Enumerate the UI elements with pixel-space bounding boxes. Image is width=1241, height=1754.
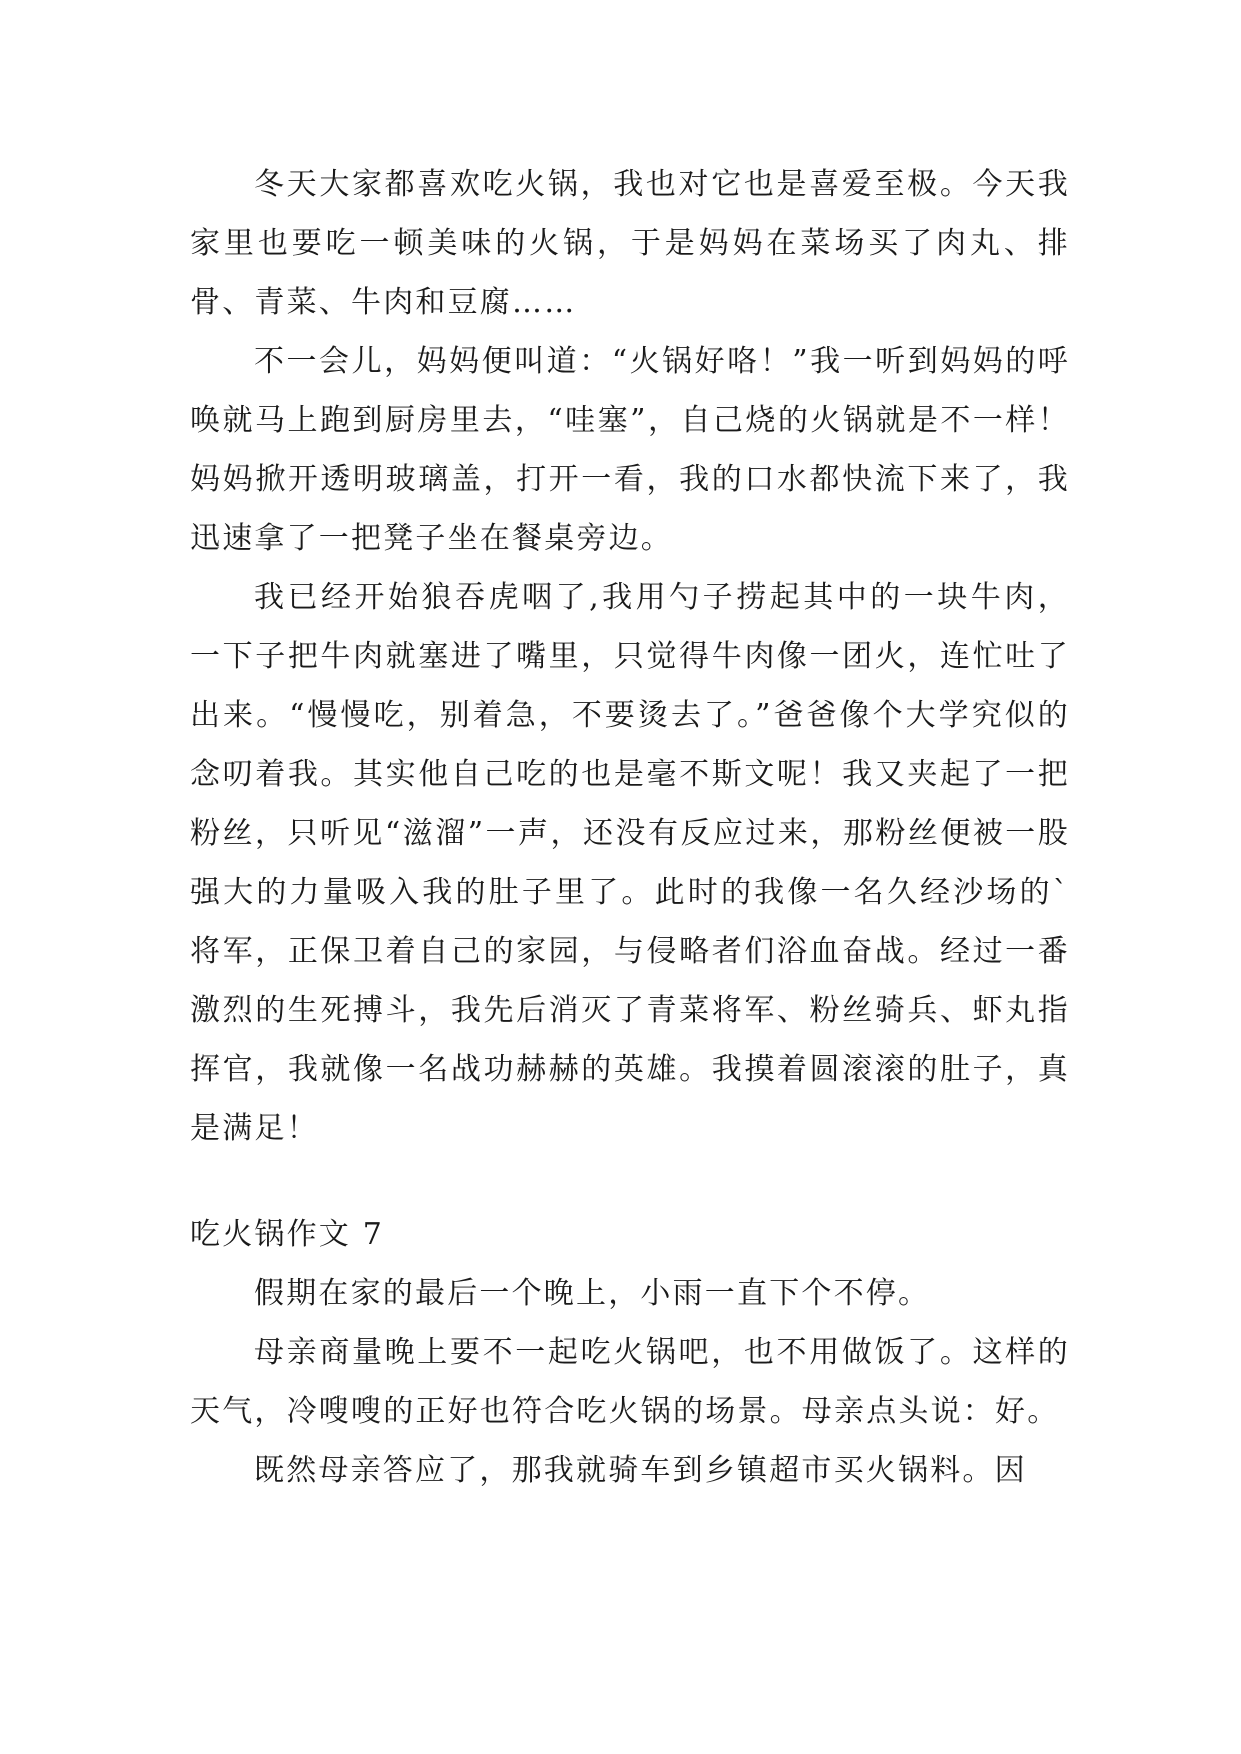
paragraph-1: 冬天大家都喜欢吃火锅，我也对它也是喜爱至极。今天我家里也要吃一顿美味的火锅，于是妈妈在菜场买了肉丸、排骨、青菜、牛肉和豆腐…… [190,167,1070,320]
paragraph-5: 母亲商量晚上要不一起吃火锅吧，也不用做饭了。这样的天气，冷嗖嗖的正好也符合吃火锅的场景。母亲点头说：好。 [190,1335,1070,1429]
paragraph-6: 既然母亲答应了，那我就骑车到乡镇超市买火锅料。因 [254,1453,1027,1488]
paragraph-3: 我已经开始狼吞虎咽了,我用勺子捞起其中的一块牛肉，一下子把牛肉就塞进了嘴里，只觉得牛肉像一团火，连忙吐了出来。“慢慢吃，别着急，不要烫去了。”爸爸像个大学究似的念叨着我。其实他自己吃的也是毫不斯文呢！我又夹起了一把粉丝，只听见“滋溜”一声，还没有反应过来，那粉丝便被一股强大的力量吸入我的肚子里了。此时的我像一名久经沙场的`将军，正保卫着自己的家园，与侵略者们浴血奋战。经过一番激烈的生死搏斗，我先后消灭了青菜将军、粉丝骑兵、虾丸指挥官，我就像一名战功赫赫的英雄。我摸着圆滚滚的肚子，真是满足！ [190,580,1070,1146]
paragraph-2: 不一会儿，妈妈便叫道：“火锅好咯！”我一听到妈妈的呼唤就马上跑到厨房里去，“哇塞”，自己烧的火锅就是不一样！妈妈掀开透明玻璃盖，打开一看，我的口水都快流下来了，我迅速拿了一把凳子坐在餐桌旁边。 [190,344,1070,556]
section-title: 吃火锅作文 7 [190,1217,385,1252]
paragraph-4: 假期在家的最后一个晚上，小雨一直下个不停。 [254,1276,931,1311]
document-body [190,155,1070,1500]
